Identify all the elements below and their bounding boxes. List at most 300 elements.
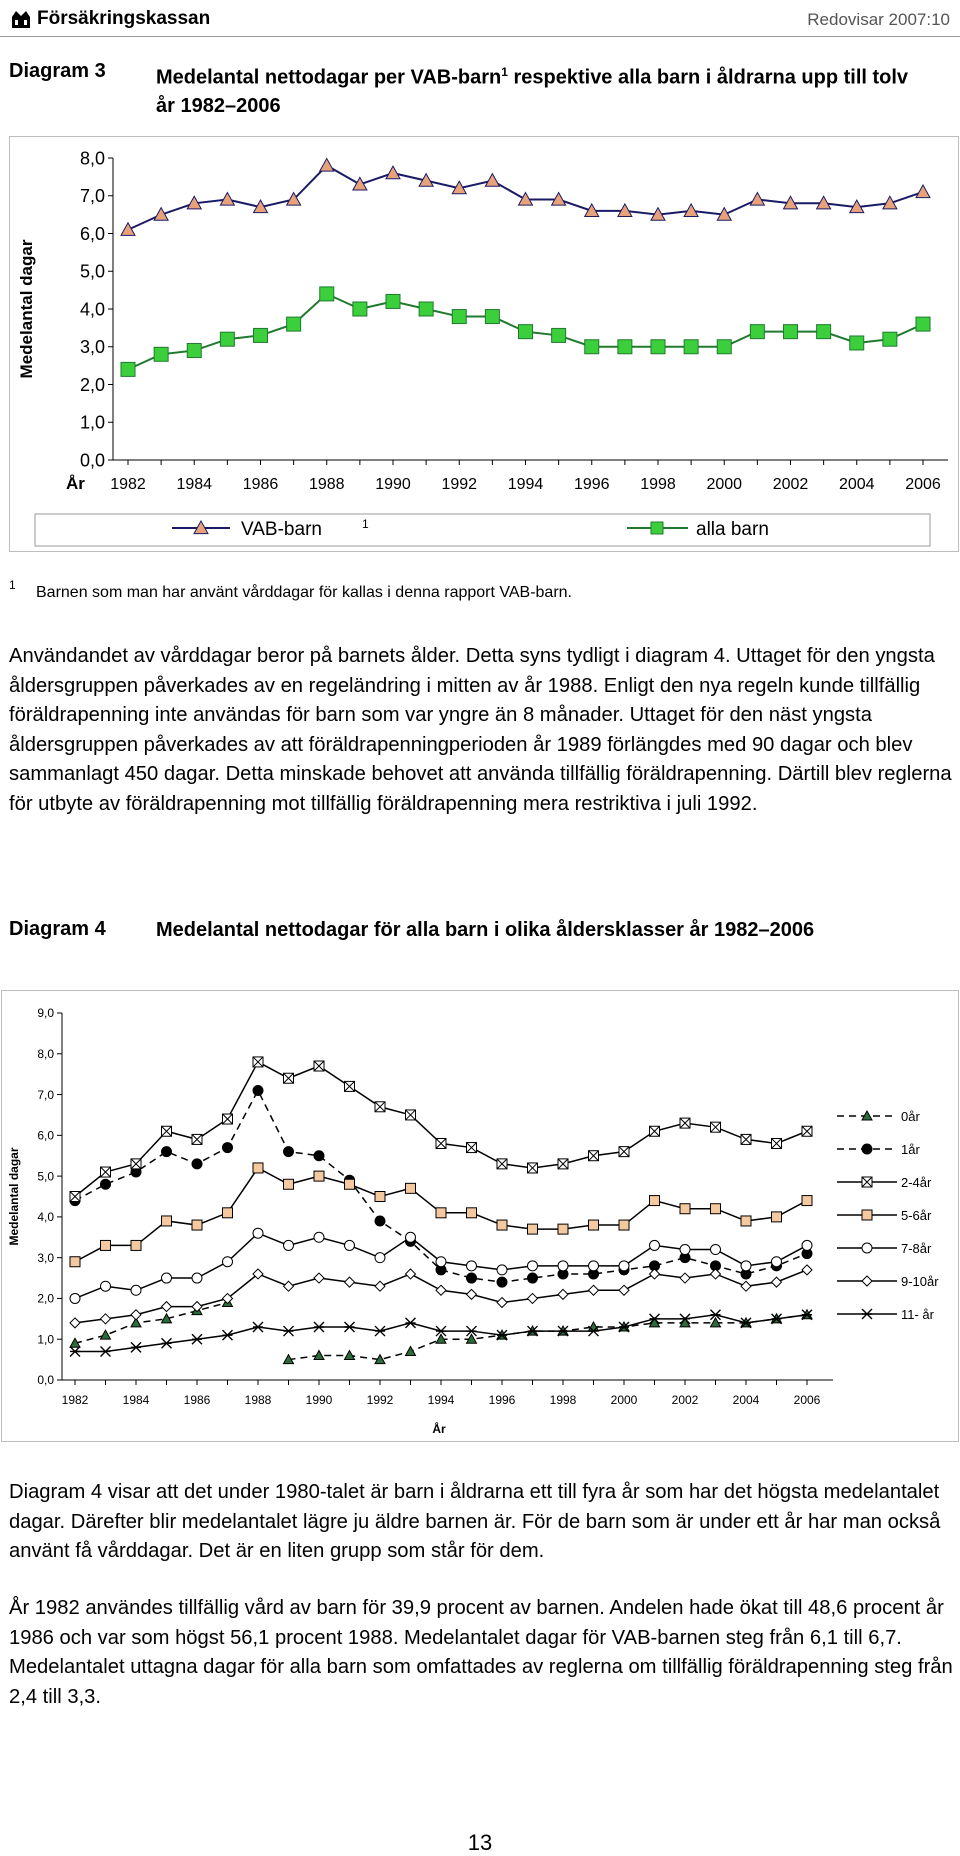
data-point-shape: [314, 1273, 324, 1283]
data-point: [528, 1293, 538, 1303]
data-point-shape: [253, 1228, 263, 1238]
x-tick-label: 1988: [308, 476, 345, 493]
data-point: [419, 302, 433, 316]
data-point: [223, 1257, 233, 1267]
data-point: [254, 328, 268, 342]
data-point-star: [192, 1334, 202, 1344]
data-point: [711, 1204, 721, 1214]
x-tick-label: 2002: [772, 476, 809, 493]
y-tick-label: 6,0: [79, 223, 105, 244]
data-point-shape: [406, 1269, 416, 1279]
data-point: [162, 1147, 172, 1157]
data-point-shape: [519, 325, 533, 339]
data-point: [220, 332, 234, 346]
data-point-shape: [192, 1273, 202, 1283]
y-tick-label: 5,0: [37, 1169, 54, 1184]
report-number: Redovisar 2007:10: [807, 10, 950, 29]
data-point: [284, 1281, 294, 1291]
data-point: [192, 1220, 202, 1230]
data-point-shape: [497, 1265, 507, 1275]
data-point-shape: [497, 1298, 507, 1308]
y-tick-label: 7,0: [37, 1087, 54, 1102]
data-point: [452, 310, 466, 324]
data-point-shape: [497, 1220, 507, 1230]
data-point-shape: [101, 1240, 111, 1250]
x-axis-title: År: [66, 474, 85, 493]
x-axis-title: År: [432, 1422, 446, 1436]
data-point-shape: [750, 193, 764, 206]
x-tick-label: 1992: [441, 476, 478, 493]
data-point: [711, 1122, 721, 1132]
x-tick-label: 2004: [838, 476, 875, 493]
data-point: [750, 193, 764, 206]
data-point: [284, 1326, 294, 1336]
data-point-shape: [223, 1208, 233, 1218]
y-axis-title: Medelantal dagar: [7, 1147, 21, 1246]
data-point: [345, 1277, 355, 1287]
data-point-shape: [187, 344, 201, 358]
data-point-shape: [253, 1085, 263, 1095]
series-1: [121, 159, 930, 236]
data-point: [528, 1273, 538, 1283]
data-point: [485, 310, 499, 324]
data-point-shape: [223, 1257, 233, 1267]
data-point: [406, 1318, 416, 1328]
x-tick-label: 1990: [305, 1393, 333, 1407]
data-point-shape: [558, 1261, 568, 1271]
data-point: [192, 1159, 202, 1169]
data-point: [131, 1310, 141, 1320]
crown-logo-icon: [10, 8, 32, 30]
footnote-mark: 1: [9, 578, 16, 592]
legend-marker: [862, 1144, 872, 1154]
data-point: [528, 1261, 538, 1271]
data-point: [497, 1220, 507, 1230]
data-point: [162, 1216, 172, 1226]
data-point-shape: [386, 294, 400, 308]
data-point: [650, 1269, 660, 1279]
data-point: [802, 1196, 812, 1206]
paragraph-2: Diagram 4 visar att det under 1980-talet är barn i åldrarna ett till fyra år som har det högsta medelantalet dagar. Därefter blir medelantalet lägre ju äldre barnen är. För de barn som är under ett år har man också använt få vårddagar. Det är en liten grupp som står för dem.: [9, 1481, 941, 1562]
data-point: [375, 1281, 385, 1291]
x-tick-label: 1982: [61, 1393, 89, 1407]
x-tick-label: 1992: [366, 1393, 394, 1407]
series-line: [75, 1303, 228, 1344]
data-point-shape: [70, 1293, 80, 1303]
legend-item: [837, 1208, 932, 1223]
data-point-shape: [154, 347, 168, 361]
data-point-shape: [314, 1351, 324, 1360]
data-point-star: [70, 1346, 80, 1356]
data-point-shape: [223, 1143, 233, 1153]
data-point-shape: [314, 1171, 324, 1181]
data-point: [711, 1269, 721, 1279]
data-point: [916, 317, 930, 331]
data-point: [528, 1163, 538, 1173]
data-point: [223, 1330, 233, 1340]
data-point: [467, 1208, 477, 1218]
header-divider: [0, 36, 960, 37]
data-point-shape: [192, 1159, 202, 1169]
data-point: [121, 362, 135, 376]
x-tick-label: 1990: [375, 476, 411, 493]
legend-marker-shape: [862, 1276, 872, 1286]
data-point-shape: [70, 1318, 80, 1328]
y-tick-label: 3,0: [79, 337, 105, 358]
data-point: [253, 1057, 263, 1067]
data-point: [386, 294, 400, 308]
data-point-shape: [192, 1220, 202, 1230]
data-point: [784, 325, 798, 339]
diagram4-title: Medelantal nettodagar för alla barn i olika åldersklasser år 1982–2006: [156, 919, 815, 941]
legend-item: [837, 1307, 935, 1322]
data-point: [717, 340, 731, 354]
data-point: [70, 1293, 80, 1303]
y-tick-label: 2,0: [79, 374, 105, 395]
data-point-shape: [345, 1277, 355, 1287]
data-point-shape: [684, 340, 698, 354]
data-point: [70, 1257, 80, 1267]
data-point-shape: [284, 1179, 294, 1189]
data-point: [253, 1085, 263, 1095]
data-point: [558, 1224, 568, 1234]
data-point-shape: [467, 1208, 477, 1218]
data-point-shape: [375, 1253, 385, 1263]
data-point: [314, 1322, 324, 1332]
data-point: [680, 1118, 690, 1128]
data-point-shape: [558, 1289, 568, 1299]
legend-box: [35, 514, 930, 546]
data-point-shape: [375, 1281, 385, 1291]
data-point-star: [314, 1322, 324, 1332]
data-point: [650, 1240, 660, 1250]
data-point-shape: [131, 1310, 141, 1320]
data-point: [589, 1285, 599, 1295]
data-point-shape: [284, 1147, 294, 1157]
legend-item: [837, 1109, 920, 1124]
data-point: [680, 1273, 690, 1283]
data-point: [817, 325, 831, 339]
legend-item: [837, 1142, 920, 1157]
data-point: [589, 1151, 599, 1161]
data-point-shape: [375, 1216, 385, 1226]
data-point: [345, 1081, 355, 1091]
data-point: [192, 1302, 202, 1312]
data-point-shape: [436, 1257, 446, 1267]
legend-label-sup: 1: [362, 517, 369, 531]
legend-item: [837, 1241, 932, 1256]
legend-label: 5-6år: [901, 1208, 932, 1223]
data-point-shape: [406, 1232, 416, 1242]
data-point: [375, 1253, 385, 1263]
legend-marker-shape: [862, 1210, 872, 1220]
y-tick-label: 0,0: [79, 450, 105, 471]
data-point-shape: [497, 1277, 507, 1287]
data-point: [558, 1159, 568, 1169]
data-point: [619, 1220, 629, 1230]
x-tick-label: 1986: [242, 476, 279, 493]
data-point: [121, 223, 135, 236]
y-tick-label: 7,0: [79, 186, 105, 207]
data-point-star: [406, 1318, 416, 1328]
data-point-shape: [320, 159, 334, 172]
data-point-shape: [386, 166, 400, 179]
data-point-shape: [419, 302, 433, 316]
legend-label: alla barn: [696, 519, 769, 540]
data-point-shape: [101, 1179, 111, 1189]
data-point-shape: [162, 1147, 172, 1157]
data-point: [223, 1114, 233, 1124]
data-point: [375, 1326, 385, 1336]
y-tick-label: 3,0: [37, 1250, 54, 1265]
data-point-star: [375, 1326, 385, 1336]
data-point-shape: [220, 193, 234, 206]
data-point: [162, 1302, 172, 1312]
data-point: [497, 1277, 507, 1287]
data-point: [552, 328, 566, 342]
data-point-shape: [711, 1269, 721, 1279]
data-point-shape: [651, 340, 665, 354]
data-point: [131, 1285, 141, 1295]
data-point: [772, 1212, 782, 1222]
data-point: [585, 340, 599, 354]
data-point: [619, 1285, 629, 1295]
data-point-shape: [619, 1285, 629, 1295]
legend-label: VAB-barn: [241, 519, 322, 540]
data-point: [223, 1143, 233, 1153]
data-point: [406, 1232, 416, 1242]
data-point: [436, 1138, 446, 1148]
y-tick-label: 8,0: [37, 1046, 54, 1061]
data-point: [750, 325, 764, 339]
data-point-shape: [772, 1257, 782, 1267]
data-point-shape: [916, 317, 930, 331]
data-point-star: [101, 1346, 111, 1356]
data-point: [772, 1277, 782, 1287]
data-point-shape: [320, 287, 334, 301]
series-4: [70, 1163, 812, 1267]
legend-marker: [862, 1309, 872, 1319]
data-point-shape: [70, 1257, 80, 1267]
legend-label: 2-4år: [901, 1175, 932, 1190]
data-point-star: [284, 1326, 294, 1336]
data-point: [192, 1273, 202, 1283]
data-point-shape: [131, 1285, 141, 1295]
data-point-shape: [485, 310, 499, 324]
data-point: [618, 340, 632, 354]
data-point-shape: [345, 1351, 355, 1360]
data-point-shape: [784, 325, 798, 339]
data-point: [406, 1269, 416, 1279]
data-point-shape: [162, 1302, 172, 1312]
data-point: [741, 1281, 751, 1291]
data-point: [101, 1179, 111, 1189]
x-tick-label: 1994: [427, 1393, 455, 1407]
data-point: [680, 1245, 690, 1255]
data-point-shape: [162, 1216, 172, 1226]
data-point: [345, 1351, 355, 1360]
data-point: [253, 1322, 263, 1332]
data-point: [589, 1220, 599, 1230]
logo-text: Försäkringskassan: [37, 8, 211, 29]
data-point: [345, 1240, 355, 1250]
data-point: [284, 1147, 294, 1157]
x-tick-label: 1984: [122, 1393, 150, 1407]
data-point: [314, 1232, 324, 1242]
data-point: [497, 1298, 507, 1308]
legend-marker: [862, 1177, 872, 1187]
data-point: [187, 344, 201, 358]
data-point: [284, 1179, 294, 1189]
diagram3-title-sup: 1: [501, 65, 508, 79]
data-point-shape: [254, 328, 268, 342]
data-point-shape: [711, 1245, 721, 1255]
legend-marker: [651, 522, 663, 534]
data-point: [497, 1159, 507, 1169]
legend-marker: [862, 1276, 872, 1286]
data-point: [802, 1126, 812, 1136]
data-point-shape: [650, 1240, 660, 1250]
data-point: [684, 340, 698, 354]
data-point-shape: [345, 1240, 355, 1250]
y-tick-label: 1,0: [79, 412, 105, 433]
data-point-shape: [772, 1212, 782, 1222]
y-tick-label: 0,0: [37, 1373, 54, 1388]
data-point-shape: [345, 1179, 355, 1189]
series-2: [121, 287, 930, 377]
data-point: [883, 332, 897, 346]
data-point: [528, 1224, 538, 1234]
data-point: [680, 1204, 690, 1214]
data-point: [651, 340, 665, 354]
data-point-shape: [101, 1330, 111, 1339]
data-point-shape: [467, 1273, 477, 1283]
data-point: [101, 1346, 111, 1356]
data-point: [519, 325, 533, 339]
page-number: 13: [467, 1830, 493, 1855]
data-point-shape: [741, 1261, 751, 1271]
data-point-shape: [802, 1240, 812, 1250]
y-tick-label: 2,0: [37, 1291, 54, 1306]
data-point: [589, 1261, 599, 1271]
data-point: [131, 1159, 141, 1169]
data-point: [467, 1289, 477, 1299]
data-point: [101, 1314, 111, 1324]
data-point-shape: [711, 1204, 721, 1214]
data-point-star: [253, 1322, 263, 1332]
data-point-shape: [528, 1273, 538, 1283]
y-tick-label: 6,0: [37, 1128, 54, 1143]
data-point: [284, 1073, 294, 1083]
chart2-frame: [1, 990, 959, 1442]
data-point: [101, 1330, 111, 1339]
data-point-shape: [121, 223, 135, 236]
y-tick-label: 1,0: [37, 1332, 54, 1347]
data-point: [467, 1273, 477, 1283]
legend-marker-shape: [862, 1243, 872, 1253]
data-point-shape: [850, 336, 864, 350]
data-point: [223, 1208, 233, 1218]
data-point: [253, 1228, 263, 1238]
data-point-shape: [101, 1281, 111, 1291]
x-tick-label: 2006: [905, 476, 941, 493]
data-point: [802, 1265, 812, 1275]
data-point: [253, 1163, 263, 1173]
data-point: [162, 1273, 172, 1283]
data-point: [345, 1179, 355, 1189]
data-point-shape: [436, 1208, 446, 1218]
data-point-star: [131, 1342, 141, 1352]
diagram3-title: [156, 58, 916, 120]
legend-marker: [862, 1210, 872, 1220]
data-point-shape: [314, 1151, 324, 1161]
data-point: [406, 1110, 416, 1120]
x-tick-label: 1998: [549, 1393, 577, 1407]
x-tick-label: 2004: [732, 1393, 760, 1407]
data-point-shape: [284, 1240, 294, 1250]
data-point-star: [345, 1322, 355, 1332]
data-point-shape: [589, 1285, 599, 1295]
data-point-shape: [162, 1273, 172, 1283]
y-tick-label: 9,0: [37, 1006, 54, 1021]
data-point: [386, 166, 400, 179]
series-line: [75, 1090, 807, 1282]
diagram4-label: Diagram 4: [9, 918, 106, 940]
legend-item: [837, 1274, 939, 1289]
data-point: [436, 1208, 446, 1218]
data-point-shape: [406, 1183, 416, 1193]
data-point: [802, 1240, 812, 1250]
x-tick-label: 1996: [573, 476, 610, 493]
data-point: [684, 204, 698, 217]
data-point-shape: [802, 1265, 812, 1275]
data-point: [345, 1322, 355, 1332]
data-point: [314, 1151, 324, 1161]
data-point-shape: [619, 1220, 629, 1230]
data-point-shape: [883, 332, 897, 346]
data-point: [154, 347, 168, 361]
data-point-shape: [220, 332, 234, 346]
data-point-star: [162, 1338, 172, 1348]
data-point: [467, 1143, 477, 1153]
data-point: [619, 1261, 629, 1271]
data-point-shape: [375, 1192, 385, 1202]
legend-marker-star: [862, 1309, 872, 1319]
data-point-shape: [528, 1224, 538, 1234]
data-point: [485, 174, 499, 187]
data-point: [741, 1261, 751, 1271]
legend: [837, 1109, 939, 1322]
legend-label: 7-8år: [901, 1241, 932, 1256]
data-point: [320, 159, 334, 172]
data-point: [772, 1138, 782, 1148]
x-tick-label: 1986: [183, 1393, 211, 1407]
x-tick-label: 2002: [671, 1393, 699, 1407]
series-line: [75, 1062, 807, 1197]
data-point: [70, 1318, 80, 1328]
legend: [35, 514, 930, 546]
data-point-shape: [558, 1224, 568, 1234]
series-line: [289, 1315, 808, 1360]
x-tick-label: 1996: [488, 1393, 516, 1407]
data-point-shape: [467, 1289, 477, 1299]
legend-label: 9-10år: [901, 1274, 939, 1289]
data-point-shape: [916, 185, 930, 198]
data-point: [101, 1167, 111, 1177]
legend-marker-shape: [651, 522, 663, 534]
x-tick-label: 2000: [610, 1393, 638, 1407]
legend-label: 11- år: [901, 1307, 934, 1322]
